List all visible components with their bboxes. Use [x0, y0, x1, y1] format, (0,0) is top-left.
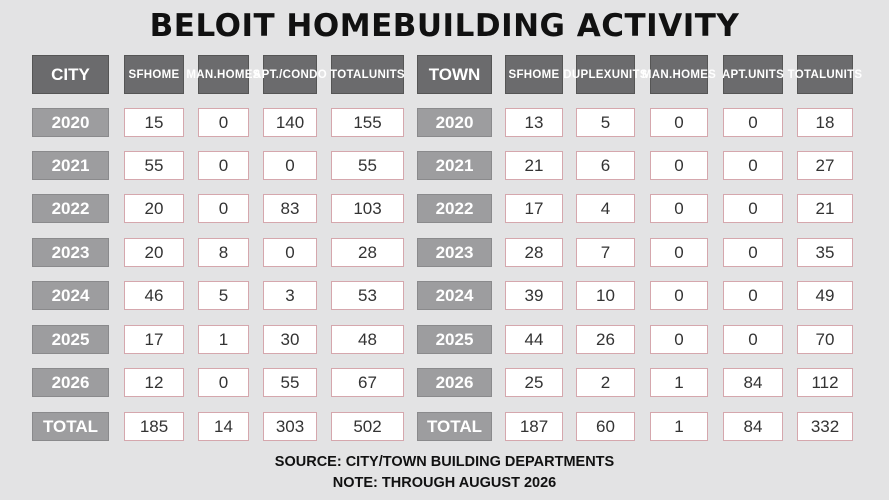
city-value-cell: 53	[331, 281, 404, 310]
city-value-cell: 0	[198, 194, 249, 223]
city-value-cell: 5	[198, 281, 249, 310]
town-value-cell: 17	[505, 194, 563, 223]
city-value-cell: 1	[198, 325, 249, 354]
town-row-label: 2021	[417, 151, 492, 180]
town-value-cell: 60	[576, 412, 635, 441]
town-value-cell: 21	[797, 194, 853, 223]
city-value-cell: 185	[124, 412, 184, 441]
town-value-cell: 0	[723, 238, 783, 267]
city-value-cell: 83	[263, 194, 317, 223]
city-column-header: TOTAL UNITS	[331, 55, 404, 94]
city-row-label: 2026	[32, 368, 109, 397]
town-column-header: TOTAL UNITS	[797, 55, 853, 94]
town-row-label: 2022	[417, 194, 492, 223]
town-value-cell: 0	[723, 281, 783, 310]
town-value-cell: 44	[505, 325, 563, 354]
date-note: NOTE: THROUGH AUGUST 2026	[332, 475, 557, 491]
city-value-cell: 46	[124, 281, 184, 310]
town-value-cell: 18	[797, 108, 853, 137]
town-value-cell: 0	[650, 281, 708, 310]
town-value-cell: 6	[576, 151, 635, 180]
town-value-cell: 2	[576, 368, 635, 397]
city-column-header: APT./ CONDO	[263, 55, 317, 94]
town-row-label: 2020	[417, 108, 492, 137]
town-row-label: 2026	[417, 368, 492, 397]
city-value-cell: 0	[198, 151, 249, 180]
city-value-cell: 12	[124, 368, 184, 397]
city-value-cell: 8	[198, 238, 249, 267]
town-column-header: DUPLEX UNITS	[576, 55, 635, 94]
town-value-cell: 0	[650, 325, 708, 354]
city-value-cell: 0	[198, 108, 249, 137]
city-row-label: 2020	[32, 108, 109, 137]
town-value-cell: 187	[505, 412, 563, 441]
town-column-header: SF HOME	[505, 55, 563, 94]
city-value-cell: 3	[263, 281, 317, 310]
city-column-header: SF HOME	[124, 55, 184, 94]
city-value-cell: 103	[331, 194, 404, 223]
town-row-label: 2023	[417, 238, 492, 267]
town-value-cell: 0	[723, 325, 783, 354]
town-value-cell: 10	[576, 281, 635, 310]
city-value-cell: 15	[124, 108, 184, 137]
source-note: SOURCE: CITY/TOWN BUILDING DEPARTMENTS	[274, 454, 615, 470]
town-column-header: MAN. HOMES	[650, 55, 708, 94]
town-value-cell: 0	[650, 194, 708, 223]
city-value-cell: 0	[198, 368, 249, 397]
town-value-cell: 0	[723, 151, 783, 180]
city-value-cell: 17	[124, 325, 184, 354]
town-value-cell: 0	[650, 151, 708, 180]
town-value-cell: 332	[797, 412, 853, 441]
town-row-label: TOTAL	[417, 412, 492, 441]
town-value-cell: 39	[505, 281, 563, 310]
city-value-cell: 67	[331, 368, 404, 397]
town-value-cell: 49	[797, 281, 853, 310]
city-value-cell: 55	[331, 151, 404, 180]
city-row-label: 2022	[32, 194, 109, 223]
town-row-label: 2024	[417, 281, 492, 310]
city-value-cell: 303	[263, 412, 317, 441]
town-column-header: APT. UNITS	[723, 55, 783, 94]
city-header: CITY	[32, 55, 109, 94]
city-value-cell: 155	[331, 108, 404, 137]
town-value-cell: 0	[650, 108, 708, 137]
city-row-label: TOTAL	[32, 412, 109, 441]
town-value-cell: 1	[650, 368, 708, 397]
town-value-cell: 70	[797, 325, 853, 354]
town-value-cell: 28	[505, 238, 563, 267]
city-value-cell: 20	[124, 238, 184, 267]
town-value-cell: 21	[505, 151, 563, 180]
town-value-cell: 1	[650, 412, 708, 441]
city-row-label: 2024	[32, 281, 109, 310]
town-header: TOWN	[417, 55, 492, 94]
town-value-cell: 5	[576, 108, 635, 137]
city-value-cell: 55	[124, 151, 184, 180]
town-value-cell: 112	[797, 368, 853, 397]
city-value-cell: 48	[331, 325, 404, 354]
city-row-label: 2023	[32, 238, 109, 267]
city-value-cell: 0	[263, 238, 317, 267]
city-value-cell: 140	[263, 108, 317, 137]
city-row-label: 2021	[32, 151, 109, 180]
town-value-cell: 84	[723, 368, 783, 397]
city-value-cell: 55	[263, 368, 317, 397]
city-column-header: MAN. HOMES	[198, 55, 249, 94]
town-row-label: 2025	[417, 325, 492, 354]
city-value-cell: 0	[263, 151, 317, 180]
town-value-cell: 7	[576, 238, 635, 267]
town-value-cell: 0	[723, 108, 783, 137]
city-value-cell: 14	[198, 412, 249, 441]
town-value-cell: 13	[505, 108, 563, 137]
town-value-cell: 84	[723, 412, 783, 441]
town-value-cell: 4	[576, 194, 635, 223]
city-value-cell: 28	[331, 238, 404, 267]
town-value-cell: 0	[650, 238, 708, 267]
city-value-cell: 502	[331, 412, 404, 441]
city-value-cell: 30	[263, 325, 317, 354]
town-value-cell: 35	[797, 238, 853, 267]
town-value-cell: 25	[505, 368, 563, 397]
town-value-cell: 27	[797, 151, 853, 180]
town-value-cell: 26	[576, 325, 635, 354]
city-row-label: 2025	[32, 325, 109, 354]
town-value-cell: 0	[723, 194, 783, 223]
city-value-cell: 20	[124, 194, 184, 223]
chart-title: BELOIT HOMEBUILDING ACTIVITY	[149, 8, 740, 44]
